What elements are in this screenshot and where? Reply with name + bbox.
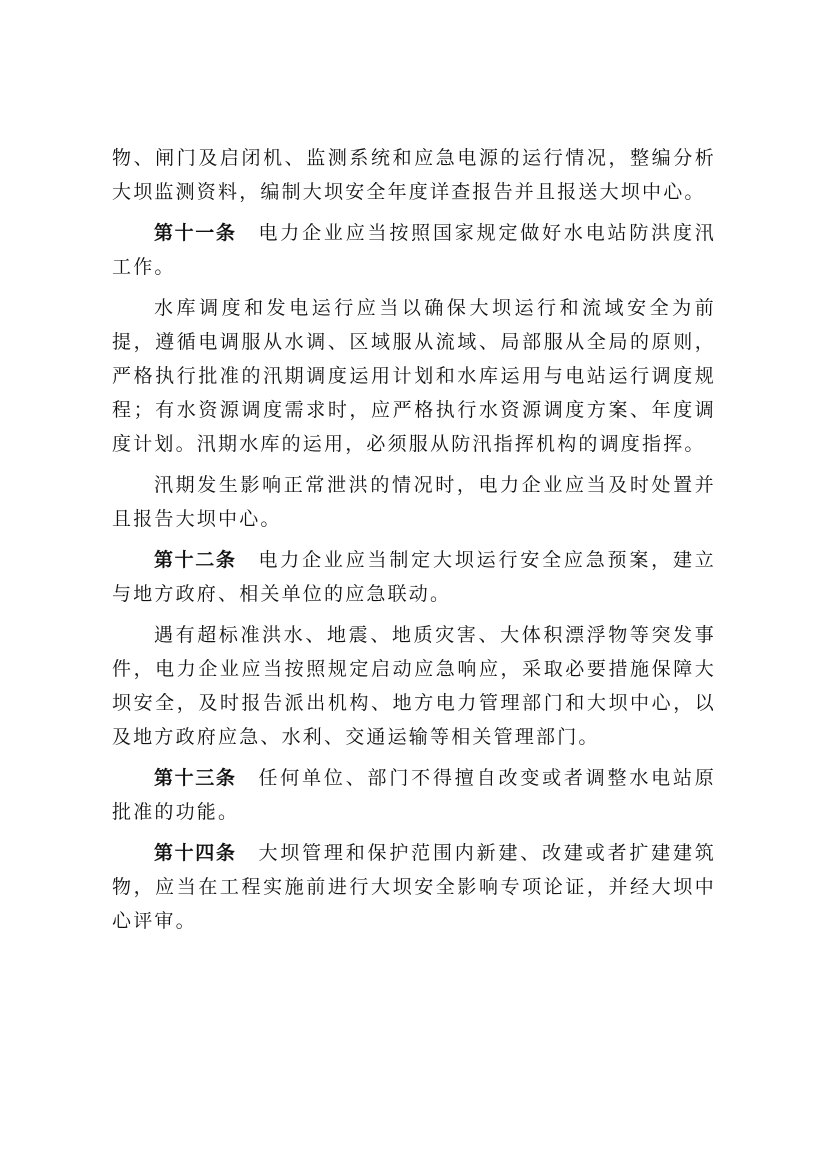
paragraph-text: 任何单位、部门不得擅自改变或者调整水电站原批准的功能。: [112, 767, 716, 823]
article-number: 第十二条: [154, 549, 237, 571]
paragraph: [112, 618, 716, 754]
paragraph: [112, 468, 716, 536]
paragraph-text: 物、闸门及启闭机、监测系统和应急电源的运行情况，整编分析大坝监测资料，编制大坝安全年度详查报告并且报送大坝中心。: [112, 147, 716, 203]
paragraph: [112, 141, 716, 209]
paragraph-text: 水库调度和发电运行应当以确保大坝运行和流域安全为前提，遵循电调服从水调、区域服从流域、局部服从全局的原则，严格执行批准的汛期调度运用计划和水库运用与电站运行调度规程；有水资源调度需求时，应严格执行水资源调度方案、年度调度计划。汛期水库的运用，必须服从防汛指挥机构的调度指挥。: [112, 297, 716, 455]
paragraph: [112, 836, 716, 938]
paragraph-text: 电力企业应当按照国家规定做好水电站防洪度汛工作。: [112, 222, 716, 278]
article-number: 第十四条: [154, 842, 237, 864]
paragraph: [112, 291, 716, 461]
paragraph-text: 大坝管理和保护范围内新建、改建或者扩建建筑物，应当在工程实施前进行大坝安全影响专项论证，并经大坝中心评审。: [112, 842, 716, 932]
article-number: 第十一条: [154, 222, 237, 244]
article-number: 第十三条: [154, 767, 237, 789]
paragraph: [112, 761, 716, 829]
paragraph-text: 电力企业应当制定大坝运行安全应急预案，建立与地方政府、相关单位的应急联动。: [112, 549, 716, 605]
paragraph-text: 汛期发生影响正常泄洪的情况时，电力企业应当及时处置并且报告大坝中心。: [112, 474, 716, 530]
paragraph: [112, 543, 716, 611]
paragraph: [112, 216, 716, 284]
document-body: [112, 141, 716, 945]
paragraph-text: 遇有超标准洪水、地震、地质灾害、大体积漂浮物等突发事件，电力企业应当按照规定启动应急响应，采取必要措施保障大坝安全，及时报告派出机构、地方电力管理部门和大坝中心，以及地方政府应急、水利、交通运输等相关管理部门。: [112, 624, 716, 748]
